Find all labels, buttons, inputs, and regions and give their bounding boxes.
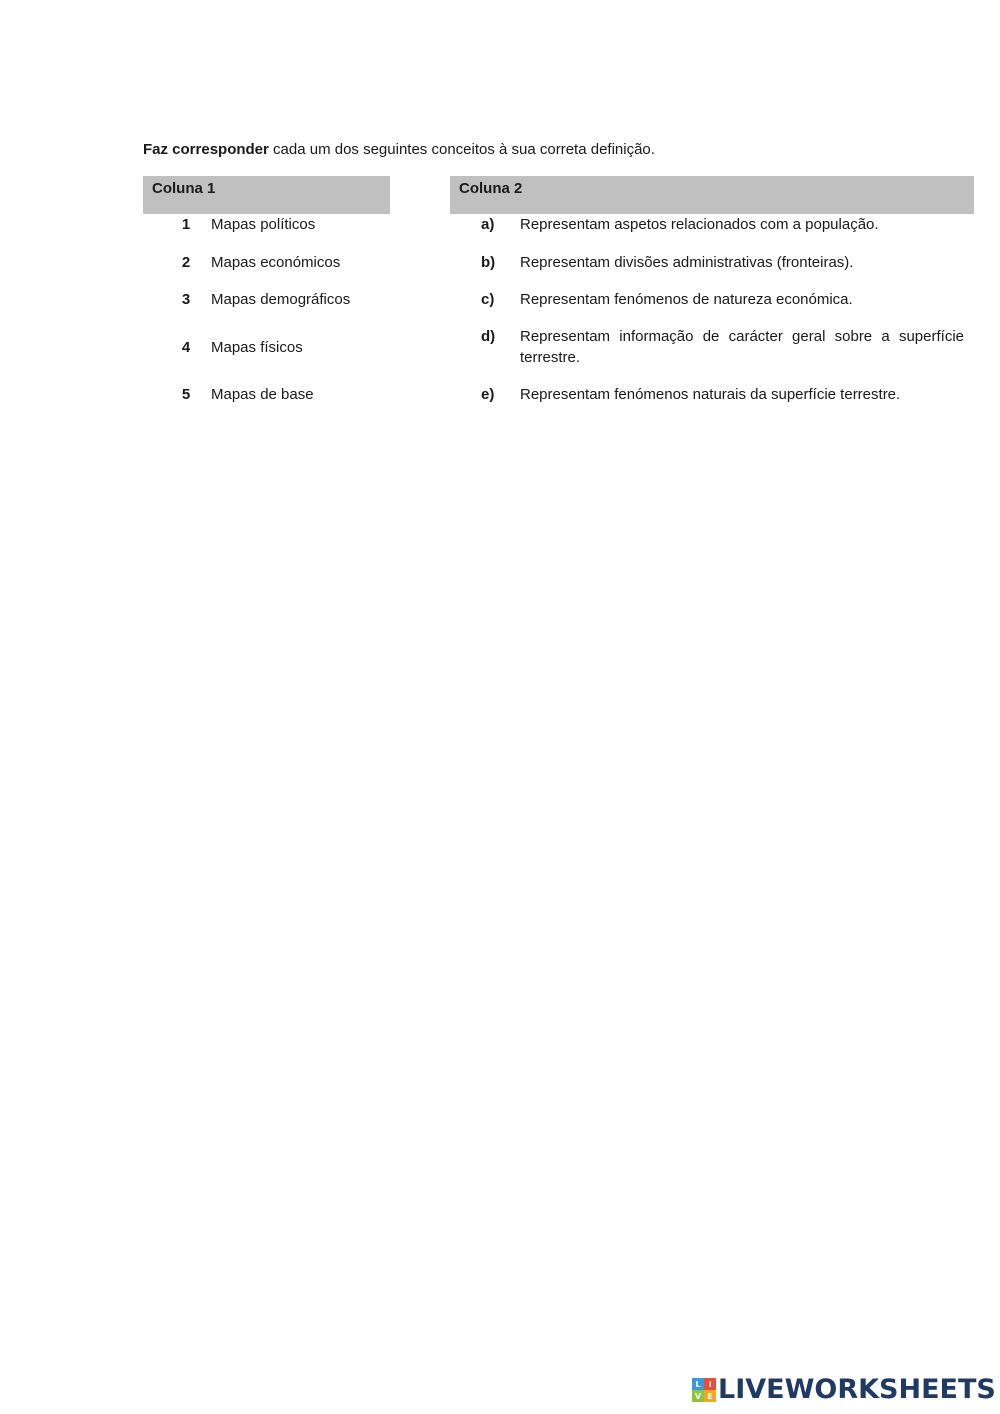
logo-text: LIVEWORKSHEETS	[718, 1374, 996, 1405]
instruction-bold: Faz corresponder	[143, 141, 269, 158]
definition-text: Representam fenómenos de natureza económica.	[520, 291, 853, 308]
definition-text: Representam informação de carácter geral sobre a superfície terrestre.	[520, 328, 964, 366]
item-number: 3	[181, 291, 191, 308]
concept-label: Mapas económicos	[211, 254, 341, 271]
liveworksheets-logo	[692, 1373, 996, 1407]
item-letter: d)	[481, 328, 496, 345]
item-number: 1	[181, 216, 191, 233]
definition-text: Representam aspetos relacionados com a população.	[520, 216, 879, 233]
item-letter: b)	[481, 254, 496, 271]
logo-tile-v: V	[692, 1390, 704, 1402]
column-2-header: Coluna 2	[450, 176, 974, 214]
item-letter: c)	[481, 291, 495, 308]
definition-text: Representam divisões administrativas (fronteiras).	[520, 254, 854, 271]
item-number: 4	[181, 339, 191, 356]
concept-label: Mapas políticos	[211, 216, 316, 233]
item-number: 2	[181, 254, 191, 271]
logo-tile-i: I	[704, 1378, 716, 1390]
concept-label: Mapas demográficos	[211, 291, 351, 308]
logo-tile-l: L	[692, 1378, 704, 1390]
item-letter: a)	[481, 216, 495, 233]
instruction-rest: cada um dos seguintes conceitos à sua correta definição.	[268, 141, 655, 158]
liveworksheets-logo-icon	[692, 1378, 716, 1402]
logo-tile-e: E	[704, 1390, 716, 1402]
column-1-header: Coluna 1	[143, 176, 390, 214]
item-letter: e)	[481, 386, 495, 403]
concept-label: Mapas físicos	[211, 339, 303, 356]
concept-label: Mapas de base	[211, 386, 314, 403]
instruction-text	[143, 141, 655, 159]
definition-text: Representam fenómenos naturais da superfície terrestre.	[520, 386, 901, 403]
item-number: 5	[181, 386, 191, 403]
